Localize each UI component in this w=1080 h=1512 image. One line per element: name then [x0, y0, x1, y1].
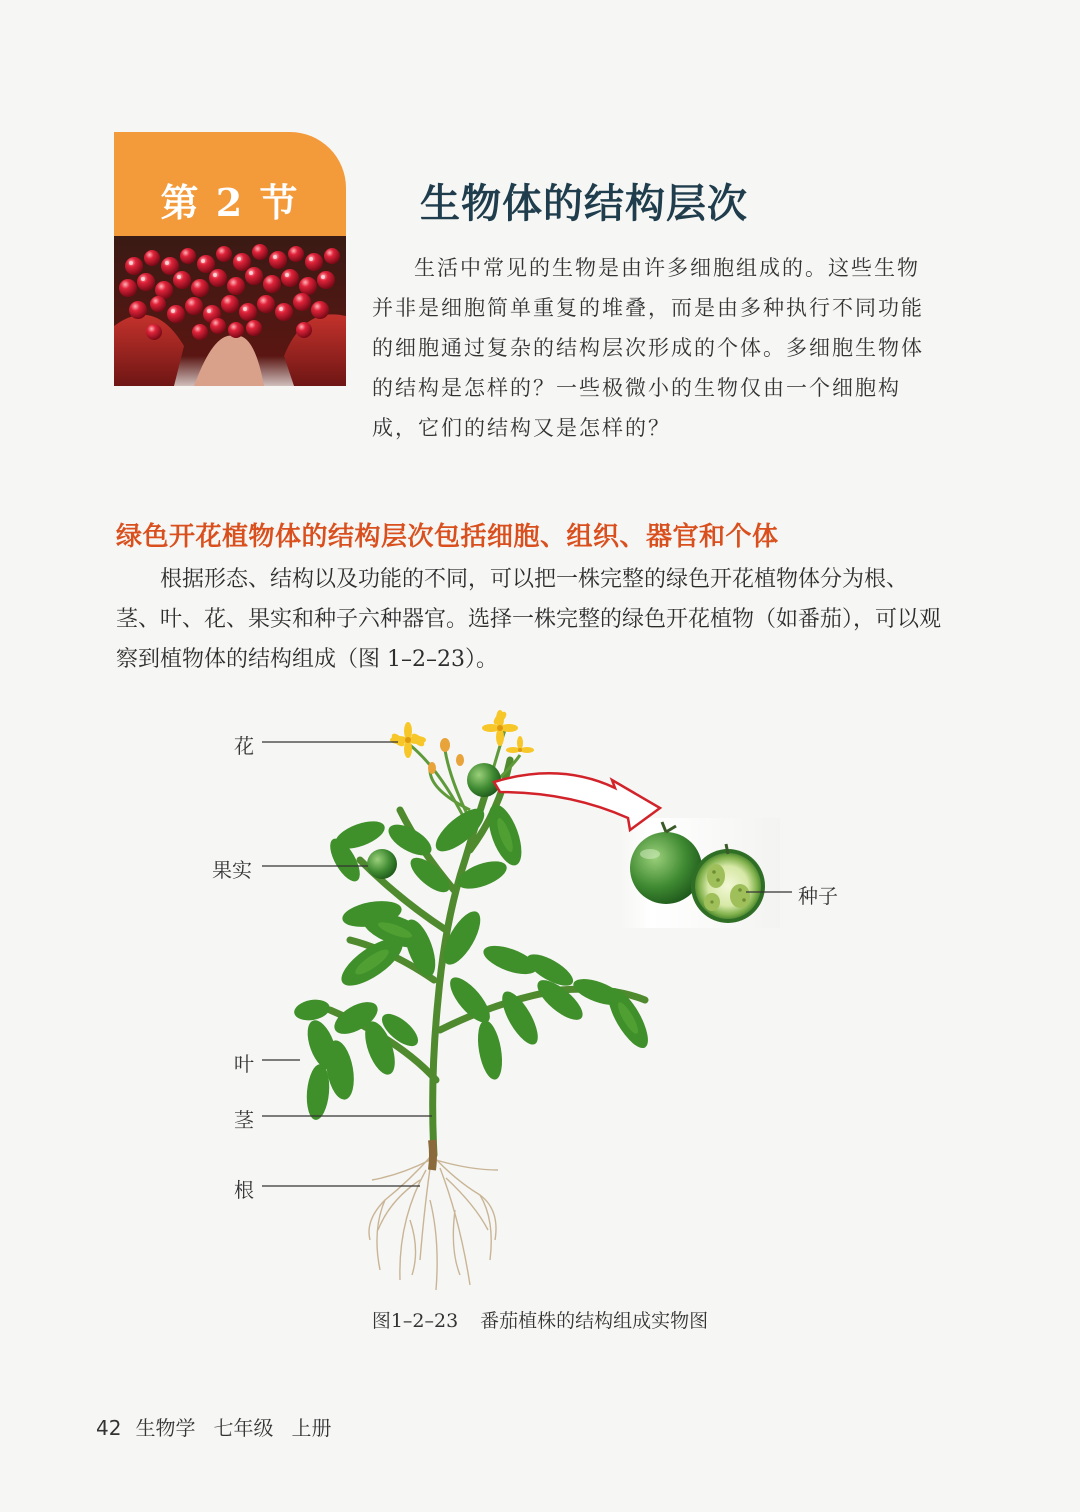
section-tab: [114, 132, 346, 236]
intro-paragraph: [372, 248, 942, 448]
body-paragraph: [116, 560, 942, 680]
section-title: 生物体的结构层次: [420, 181, 748, 227]
fruit-top: [467, 763, 501, 797]
intro-text: 生活中常见的生物是由许多细胞组成的。这些生物并非是细胞简单重复的堆叠，而是由多种执行不同功能的细胞通过复杂的结构层次形成的个体。多细胞生物体的结构是怎样的？一些极微小的生物仅由一个细胞构成，它们的结构又是怎样的？: [372, 256, 924, 440]
subsection-heading: 绿色开花植物体的结构层次包括细胞、组织、器官和个体: [116, 522, 779, 552]
caption-text: 番茄植株的结构组成实物图: [480, 1310, 709, 1332]
plant-roots: [369, 1155, 498, 1290]
root-collar: [432, 1140, 433, 1170]
footer-subject: 生物学: [135, 1416, 196, 1440]
arrow-to-seed: [494, 773, 660, 830]
page-number: 42: [96, 1416, 122, 1440]
label-stem: 茎: [234, 1108, 254, 1132]
footer-grade: 七年级: [213, 1416, 274, 1440]
footer-volume: 上册: [291, 1416, 332, 1440]
page-footer: [96, 1412, 349, 1441]
caption-number: 图1–2–23: [371, 1310, 459, 1332]
figure-caption: [0, 1306, 1080, 1333]
label-root: 根: [234, 1178, 254, 1202]
label-flower: 花: [234, 734, 254, 758]
body-text: 根据形态、结构以及功能的不同，可以把一株完整的绿色开花植物体分为根、茎、叶、花、果实和种子六种器官。选择一株完整的绿色开花植物（如番茄），可以观察到植物体的结构组成（图 1–2–23）。: [116, 567, 942, 672]
label-fruit: 果实: [212, 858, 252, 882]
fruit-small: [367, 849, 397, 879]
tomato-plant-illustration: [0, 700, 1080, 1300]
section-number: 第 2 节: [160, 180, 300, 225]
label-leaf: 叶: [234, 1052, 254, 1076]
flower-stalks: [410, 730, 520, 820]
label-seed: 种子: [798, 884, 838, 908]
pomegranate-image: [114, 236, 346, 396]
figure-tomato-plant: [0, 700, 1080, 1320]
